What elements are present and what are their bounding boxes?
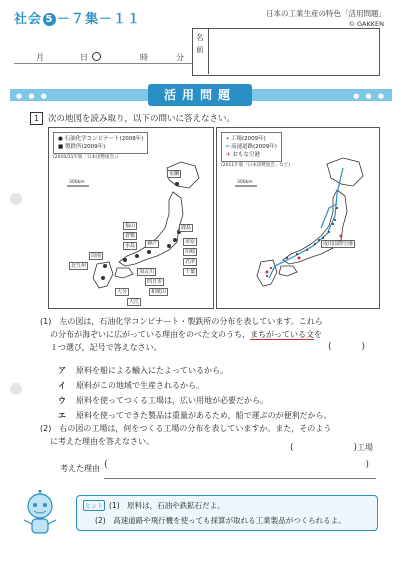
city-label: 倉敷 xyxy=(125,233,136,239)
right-map-scale: 300km xyxy=(237,180,253,185)
subquestion-2 xyxy=(40,422,331,448)
hint-number: (1) xyxy=(109,501,120,510)
city-label: 千葉 xyxy=(185,269,196,275)
answer-box-1[interactable]: ( ) xyxy=(328,342,366,352)
subject-code xyxy=(14,8,141,27)
hint-1 xyxy=(83,500,225,511)
legend-factory: 工場(2009年) xyxy=(231,136,266,142)
underlined-phrase: まちがっている文 xyxy=(250,330,314,339)
hint-text: 高速道路や飛行機を使っても採算が取れる工業製品がつくられるよ。 xyxy=(113,516,346,525)
answer-box-2[interactable]: ( )工場 xyxy=(290,443,374,453)
band-dots-left-icon: ● ● ● xyxy=(16,92,49,100)
subquestion-2-number: (2) xyxy=(40,424,52,433)
city-label: 鹿島 xyxy=(181,225,192,231)
hint-box xyxy=(76,495,378,531)
hint-number: (2) xyxy=(95,516,106,525)
name-label: 名前 xyxy=(196,33,204,54)
legend-steelworks: 製鉄所(2009年) xyxy=(64,144,106,150)
right-map-source: (2011年版「日本国勢図会」など) xyxy=(221,163,290,168)
reason-label: 考えた理由 xyxy=(60,464,100,473)
subquestion-1-line: を xyxy=(314,330,322,339)
subject-number-badge: 5 xyxy=(43,13,56,26)
name-divider xyxy=(208,28,209,74)
reason-field[interactable]: ( ) xyxy=(104,460,370,470)
binder-hole-icon xyxy=(10,193,22,205)
reason-underline xyxy=(104,478,376,479)
subject-suffix: －７集－１１ xyxy=(57,12,142,27)
subquestion-1-line: １つ選び，記号で答えなさい。 xyxy=(50,343,162,352)
question-instruction: 次の地図を読み取り，以下の問いに答えなさい。 xyxy=(48,114,236,124)
date-underline xyxy=(14,63,192,64)
kyushu-shape xyxy=(93,262,113,288)
subquestion-1 xyxy=(40,315,323,354)
day-label: 日 xyxy=(80,53,88,62)
city-label: 福山 xyxy=(125,223,136,229)
city-label: 大江 xyxy=(129,299,140,305)
publisher: © GAKKEN xyxy=(348,20,384,28)
hint-text: 原料は，石油や鉄鉱石だよ。 xyxy=(127,501,225,510)
option-a: ア 原料を船による輸入にたよっているから。 xyxy=(58,366,228,375)
city-label: 君津 xyxy=(185,259,196,265)
hint-2 xyxy=(95,515,346,526)
legend-airport: おもな空港 xyxy=(232,152,260,158)
left-map-source: (2010/11年版「日本国勢図会」) xyxy=(53,155,118,160)
subquestion-1-line: 左の図は，石油化学コンビナート・製鉄所の分布を表しています。これら xyxy=(59,317,323,326)
left-map-legend: ● 石油化学コンビナート(2008年) ■ 製鉄所(2009年) xyxy=(53,132,148,154)
city-label: 和歌山 xyxy=(151,289,167,295)
minute-label: 分 xyxy=(176,53,184,62)
option-i: イ 原料がこの地域で生産されるから。 xyxy=(58,381,204,390)
hour-label: 時 xyxy=(140,53,148,62)
subquestion-1-number: (1) xyxy=(40,317,52,326)
right-map xyxy=(216,127,380,309)
subquestion-1-line: の分布が海ぞいに広がっている理由をのべた文のうち， xyxy=(50,330,250,339)
unit-title: 日本の工業生産の特色「活用問題」 xyxy=(266,9,386,18)
left-map xyxy=(48,127,214,309)
city-label: 川崎 xyxy=(185,249,196,255)
city-label: 市原 xyxy=(185,239,196,245)
city-label: 周南 xyxy=(91,253,102,259)
option-e: エ 原料を使ってできた製品は重量があるため，船で運ぶのが便利だから。 xyxy=(58,411,332,420)
city-label: 北九州 xyxy=(71,263,87,269)
hint-tag: ヒント xyxy=(83,500,105,511)
shikoku-shape xyxy=(115,268,133,278)
right-map-legend: • 工場(2009年) ━ 高速道路(2009年) ✈ おもな空港 xyxy=(221,132,282,162)
option-u: ウ 原料を使ってつくる工場は，広い用地が必要だから。 xyxy=(58,396,268,405)
left-map-scale: 300km xyxy=(69,180,85,185)
binder-hole-icon xyxy=(10,383,22,395)
city-label: 加古川 xyxy=(139,269,155,275)
subquestion-2-line: に考えた理由を答えなさい。 xyxy=(50,437,154,446)
band-dots-right-icon: ● ● ● xyxy=(353,92,386,100)
legend-expressway: 高速道路(2009年) xyxy=(231,144,277,150)
city-label: 四日市 xyxy=(147,279,163,285)
subquestion-2-line: 右の図の工場は，何をつくる工場の分布を表していますか。また，そのよう xyxy=(59,424,332,433)
legend-petrochemical: 石油化学コンビナート(2008年) xyxy=(64,136,144,142)
city-label: 大分 xyxy=(117,289,128,295)
city-label: 室蘭 xyxy=(169,171,180,177)
city-label: 神戸 xyxy=(147,241,158,247)
name-field[interactable] xyxy=(192,28,380,76)
section-title: 活用問題 xyxy=(148,84,252,106)
subject-prefix: 社会 xyxy=(14,12,43,27)
robot-mascot-icon xyxy=(20,490,60,540)
question-number: 1 xyxy=(30,112,43,125)
airport-label: 成田国際空港 xyxy=(323,241,354,247)
clock-icon xyxy=(92,52,101,61)
answer-suffix: 工場 xyxy=(357,443,374,452)
city-label: 水島 xyxy=(125,243,136,249)
month-label: 月 xyxy=(36,53,44,62)
